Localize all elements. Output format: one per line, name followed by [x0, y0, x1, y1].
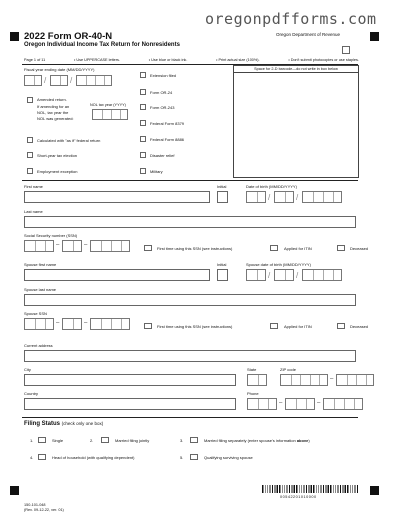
address-input[interactable] — [24, 350, 356, 362]
date-separator: / — [268, 271, 271, 280]
option-number: 2. — [90, 438, 94, 443]
spouse-dob-day-input[interactable] — [274, 269, 294, 281]
fiscal-year-label: Fiscal year ending date (MM/DD/YYYY) — [24, 67, 95, 72]
ssn-dash: – — [84, 320, 88, 326]
or243-checkbox[interactable] — [140, 104, 146, 110]
barcode-number: 00542201010000 — [280, 495, 317, 499]
spouse-ssn-part3-input[interactable] — [90, 318, 130, 330]
filing-status-heading — [24, 421, 103, 428]
f8886-label: Federal Form 8886 — [150, 137, 185, 142]
option-number: 3. — [180, 438, 184, 443]
calculated-label: Calculated with "as if" federal return — [37, 138, 101, 143]
or24-checkbox[interactable] — [140, 89, 146, 95]
last-name-label: Last name — [24, 209, 43, 214]
ssn-part3-input[interactable] — [90, 240, 130, 252]
ssn-dash: – — [56, 242, 60, 248]
deceased-checkbox[interactable] — [337, 245, 345, 251]
spouse-dob-label: Spouse date of birth (MM/DD/YYYY) — [246, 262, 311, 267]
ssn-dash: – — [84, 242, 88, 248]
military-label: Military — [150, 169, 163, 174]
phone-line-input[interactable] — [323, 398, 363, 410]
phone-label: Phone — [247, 391, 259, 396]
amend-line1: If amending for an — [37, 104, 70, 109]
head-of-household-checkbox[interactable] — [38, 454, 46, 460]
ssn-dash: – — [56, 320, 60, 326]
instruction-ink: • Use blue or black ink. — [148, 58, 188, 62]
country-input[interactable] — [24, 398, 236, 410]
spouse-ssn-label: Spouse SSN — [24, 311, 47, 316]
f8379-checkbox[interactable] — [140, 120, 146, 126]
itin-label: Applied for ITIN — [284, 246, 312, 251]
f8379-label: Federal Form 8379 — [150, 121, 185, 126]
spouse-deceased-checkbox[interactable] — [337, 323, 345, 329]
form-code: 150-101-048 — [24, 503, 46, 507]
address-label: Current address — [24, 343, 53, 348]
date-separator: / — [296, 193, 299, 202]
zip-label: ZIP code — [280, 367, 296, 372]
single-checkbox[interactable] — [38, 437, 46, 443]
date-separator: / — [296, 271, 299, 280]
instruction-strip — [24, 58, 359, 63]
watermark: oregonpdfforms.com — [205, 10, 377, 28]
married-jointly-checkbox[interactable] — [101, 437, 109, 443]
initial-label: Initial — [217, 184, 227, 189]
last-name-input[interactable] — [24, 216, 356, 228]
zip-dash: – — [330, 376, 334, 382]
f8886-checkbox[interactable] — [140, 136, 146, 142]
registration-mark-bottom-right — [370, 486, 379, 495]
disaster-label: Disaster relief — [150, 153, 175, 158]
phone-area-input[interactable] — [247, 398, 277, 410]
section-divider — [22, 180, 358, 181]
dob-month-input[interactable] — [246, 191, 266, 203]
ssn-label: Social Security number (SSN) — [24, 233, 78, 238]
registration-mark-top-left — [10, 32, 19, 41]
head-of-household-label: Head of household (with qualifying dependent) — [52, 455, 135, 460]
ssn-part2-input[interactable] — [62, 240, 82, 252]
or243-label: Form OR-243 — [150, 105, 175, 110]
spouse-first-time-ssn-checkbox[interactable] — [144, 323, 152, 329]
filing-status-title: Filing Status — [24, 421, 60, 427]
phone-dash: – — [317, 400, 321, 406]
spouse-itin-checkbox[interactable] — [270, 323, 278, 329]
military-checkbox[interactable] — [140, 168, 146, 174]
first-time-ssn-label: First time using this SSN (see instructions) — [157, 246, 233, 251]
initial-input[interactable] — [217, 191, 228, 203]
instruction-uppercase: • Use UPPERCASE letters. — [73, 58, 121, 62]
disaster-checkbox[interactable] — [140, 152, 146, 158]
or24-label: Form OR-24 — [150, 90, 173, 95]
spouse-first-name-label: Spouse first name — [24, 262, 57, 267]
agency-name: Oregon Department of Revenue — [276, 32, 341, 37]
extension-label: Extension filed — [150, 73, 177, 78]
city-input[interactable] — [24, 374, 236, 386]
date-separator: / — [70, 76, 73, 85]
phone-dash: – — [279, 400, 283, 406]
spouse-ssn-part2-input[interactable] — [62, 318, 82, 330]
instruction-staples: • Don't submit photocopies or use staples. — [288, 58, 359, 62]
spouse-dob-month-input[interactable] — [246, 269, 266, 281]
married-separately-checkbox[interactable] — [190, 437, 198, 443]
barcode-space-label: Space for 2-D barcode—do not write in box below — [234, 66, 358, 73]
fiscal-year-input[interactable] — [76, 75, 112, 86]
fiscal-day-input[interactable] — [50, 75, 68, 86]
spouse-first-name-input[interactable] — [24, 269, 210, 281]
spouse-initial-label: Initial — [217, 262, 227, 267]
date-separator: / — [268, 193, 271, 202]
spouse-dob-year-input[interactable] — [302, 269, 342, 281]
state-input[interactable] — [247, 374, 267, 386]
dob-day-input[interactable] — [274, 191, 294, 203]
first-name-label: First name — [24, 184, 43, 189]
employment-checkbox[interactable] — [27, 168, 33, 174]
first-time-ssn-checkbox[interactable] — [144, 245, 152, 251]
qualifying-spouse-label: Qualifying surviving spouse — [204, 455, 253, 460]
phone-prefix-input[interactable] — [285, 398, 315, 410]
nol-year-label: NOL tax year (YYYY) — [90, 103, 126, 107]
revision-date: (Rev. 09-12-22, ver. 01) — [24, 508, 64, 512]
single-label: Single — [52, 438, 64, 443]
nol-year-input[interactable] — [92, 109, 128, 120]
dob-label: Date of birth (MM/DD/YYYY) — [246, 184, 297, 189]
option-number: 4. — [30, 455, 34, 460]
employment-label: Employment exception — [37, 169, 78, 174]
spouse-deceased-label: Deceased — [350, 324, 369, 329]
amend-line3: NOL was generated: — [37, 116, 74, 121]
spouse-ssn-part1-input[interactable] — [24, 318, 54, 330]
dob-year-input[interactable] — [302, 191, 342, 203]
fiscal-month-input[interactable] — [24, 75, 42, 86]
barcode-space-box — [233, 65, 359, 178]
registration-mark-bottom-left — [10, 486, 19, 495]
deceased-label: Deceased — [350, 246, 369, 251]
spouse-last-name-input[interactable] — [24, 294, 356, 306]
section-divider — [22, 417, 358, 418]
spouse-last-name-label: Spouse last name — [24, 287, 57, 292]
spouse-first-time-ssn-label: First time using this SSN (see instructions) — [157, 324, 233, 329]
married-jointly-label: Married filing jointly — [115, 438, 150, 443]
spouse-initial-input[interactable] — [217, 269, 228, 281]
page-number: Page 1 of 11 — [24, 58, 46, 62]
amend-line2: NOL, tax year the — [37, 110, 69, 115]
state-label: State — [247, 367, 257, 372]
qualifying-spouse-checkbox[interactable] — [190, 454, 198, 460]
short-year-label: Short-year tax election — [37, 153, 78, 158]
first-name-input[interactable] — [24, 191, 210, 203]
amended-label: Amended return. — [37, 97, 67, 102]
registration-mark-top-right — [370, 32, 379, 41]
itin-checkbox[interactable] — [270, 245, 278, 251]
option-number: 5. — [180, 455, 184, 460]
calculated-checkbox[interactable] — [27, 137, 33, 143]
married-separately-label: Married filing separately (enter spouse's information above) — [204, 438, 310, 443]
zip-input[interactable] — [280, 374, 328, 386]
short-year-checkbox[interactable] — [27, 152, 33, 158]
header-checkbox[interactable] — [342, 46, 350, 54]
zip-ext-input[interactable] — [336, 374, 374, 386]
extension-checkbox[interactable] — [140, 72, 146, 78]
form-barcode — [262, 485, 359, 493]
filing-status-note: (check only one box) — [61, 421, 104, 426]
city-label: City — [24, 367, 31, 372]
ssn-part1-input[interactable] — [24, 240, 54, 252]
form-title: 2022 Form OR-40-N — [24, 31, 113, 42]
date-separator: / — [44, 76, 47, 85]
instruction-print: • Print actual size (100%). — [216, 58, 260, 62]
form-subtitle: Oregon Individual Income Tax Return for Nonresidents — [24, 42, 180, 48]
amended-checkbox[interactable] — [27, 97, 33, 103]
option-number: 1. — [30, 438, 34, 443]
spouse-itin-label: Applied for ITIN — [284, 324, 312, 329]
country-label: Country — [24, 391, 39, 396]
